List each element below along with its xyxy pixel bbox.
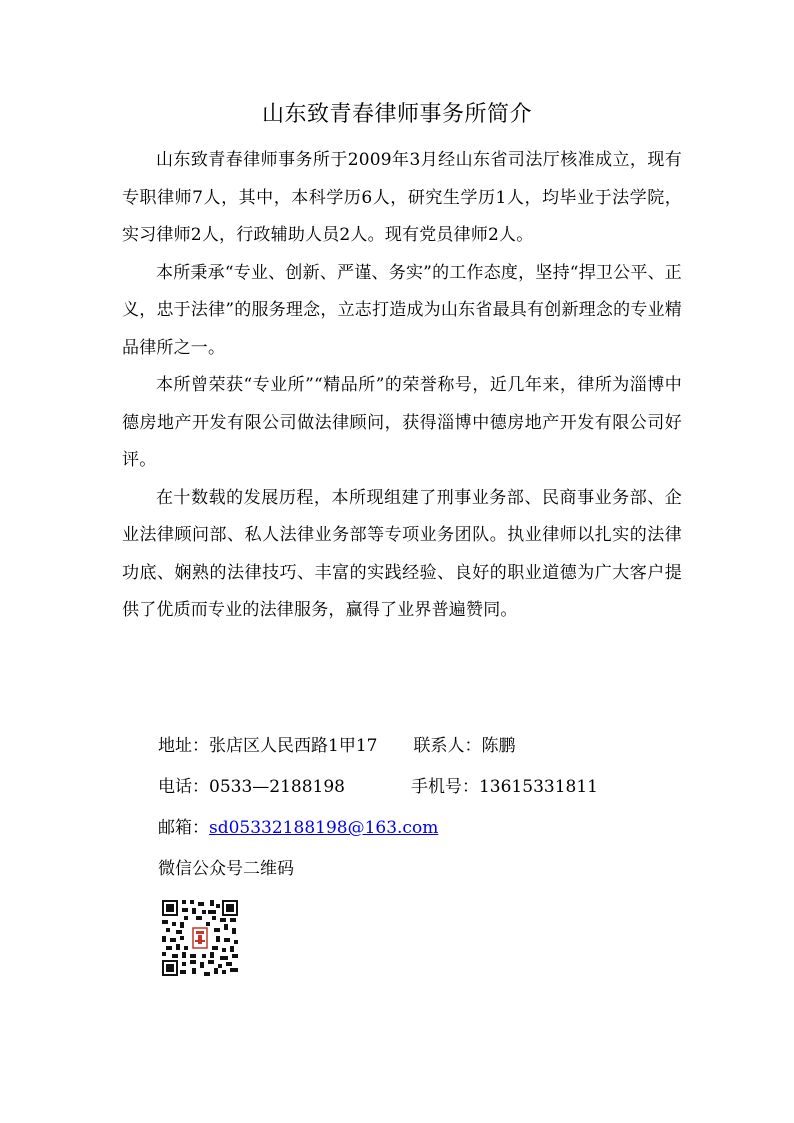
wechat-row <box>158 849 718 890</box>
email-row <box>158 808 718 849</box>
phone-text: 电话：0533—2188198 <box>158 777 345 797</box>
email-link[interactable]: sd05332188198@163.com <box>209 818 439 838</box>
paragraph-introduction: 山东致青春律师事务所于2009年3月经山东省司法厅核准成立，现有专职律师7人，其中，本科学历6人，研究生学历1人，均毕业于法学院，实习律师2人，行政辅助人员2人。现有党员律师2人。 <box>122 150 682 245</box>
paragraph-philosophy: 本所秉承“专业、创新、严谨、务实”的工作态度，坚持“捍卫公平、正义，忠于法律”的服务理念，立志打造成为山东省最具有创新理念的专业精品律所之一。 <box>122 262 682 358</box>
wechat-label: 微信公众号二维码 <box>158 859 294 879</box>
document-title: 山东致青春律师事务所简介 <box>261 102 532 127</box>
contact-section <box>158 726 718 890</box>
qr-code-icon <box>162 900 238 976</box>
mobile-text: 手机号：13615331811 <box>410 777 598 797</box>
email-label: 邮箱： <box>158 818 209 838</box>
document-body <box>122 142 682 630</box>
paragraph-development: 在十数载的发展历程，本所现组建了刑事业务部、民商事业务部、企业法律顾问部、私人法律业务部等专项业务团队。执业律师以扎实的法律功底、娴熟的法律技巧、丰富的实践经验、良好的职业道德为广大客户提供了优质而专业的法律服务，赢得了业界普遍赞同。 <box>122 487 682 620</box>
contact-person-text: 联系人：陈鹏 <box>413 736 516 756</box>
paragraph-honors: 本所曾荣获“专业所”“精品所”的荣誉称号，近几年来，律所为淄博中德房地产开发有限公司做法律顾问，获得淄博中德房地产开发有限公司好评。 <box>122 375 682 470</box>
address-row <box>158 726 718 767</box>
address-text: 地址：张店区人民西路1甲17 <box>158 736 378 756</box>
phone-row <box>158 767 718 808</box>
